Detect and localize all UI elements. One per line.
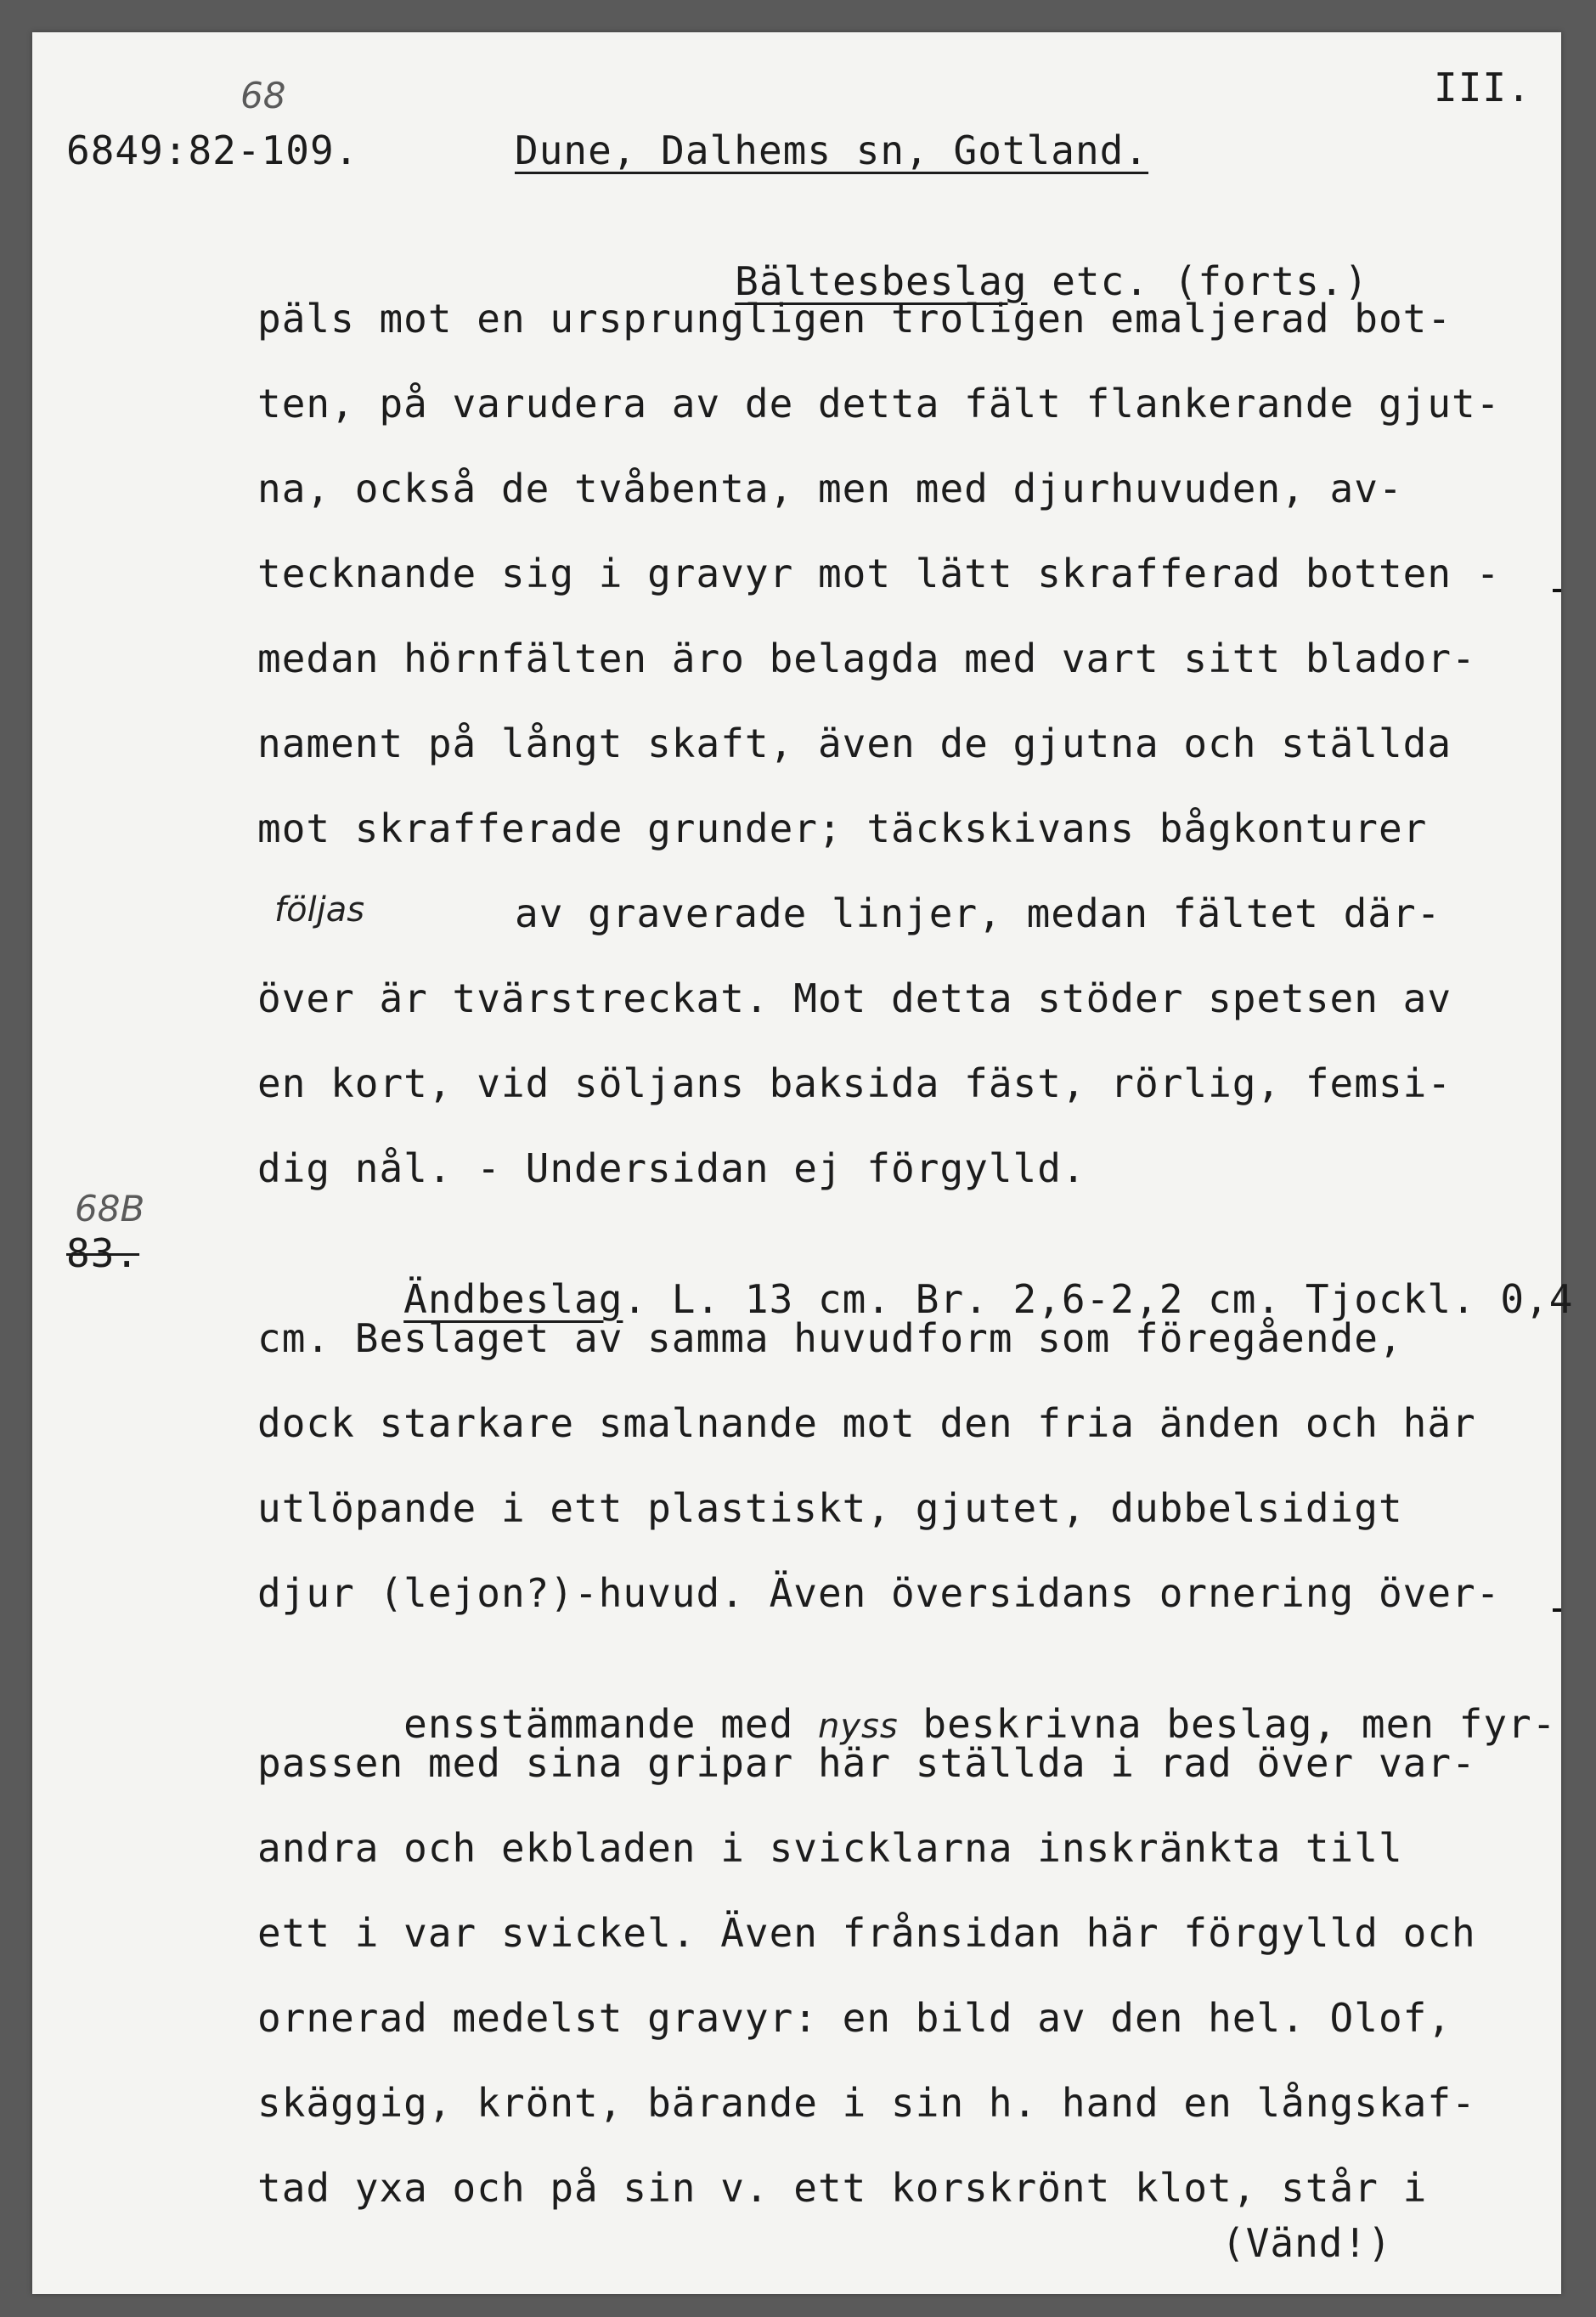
text-line: utlöpande i ett plastiskt, gjutet, dubbelsidigt xyxy=(257,1485,1403,1531)
text-line: passen med sina gripar här ställda i rad över var- xyxy=(257,1740,1476,1786)
text-line: nament på långt skaft, även de gjutna och ställda xyxy=(257,721,1452,766)
text-line: skäggig, krönt, bärande i sin h. hand en långskaf- xyxy=(257,2080,1476,2126)
text-line: dock starkare smalnande mot den fria änden och här xyxy=(257,1400,1476,1446)
text-line: ornerad medelst gravyr: en bild av den hel. Olof, xyxy=(257,1995,1452,2041)
text-line: medan hörnfälten äro belagda med vart sitt blador- xyxy=(257,636,1476,681)
margin-handwritten-number: 68B xyxy=(75,1188,145,1229)
text-line: ett i var svickel. Även frånsidan här förgylld och xyxy=(257,1910,1476,1956)
turn-over-note: (Vänd!) xyxy=(1221,2220,1392,2266)
text-line: na, också de tvåbenta, men med djurhuvuden, av- xyxy=(257,466,1403,511)
text-line: tecknande sig i gravyr mot lätt skrafferad botten - xyxy=(257,551,1501,596)
handwritten-number: 68 xyxy=(240,75,286,116)
subtitle-underlined: Bältesbeslag xyxy=(735,258,1028,304)
text-line: tad yxa och på sin v. ett korskrönt klot, står i xyxy=(257,2165,1428,2211)
margin-struck-number: 83. xyxy=(66,1230,140,1276)
item-heading: Ändbeslag xyxy=(403,1276,623,1322)
text-line: av graverade linjer, medan fältet där- xyxy=(515,890,1441,936)
text-segment: beskrivna beslag, men fyr- xyxy=(898,1701,1557,1747)
text-line: andra och ekbladen i svicklarna inskränkta till xyxy=(257,1825,1403,1871)
text-line: över är tvärstreckat. Mot detta stöder spetsen av xyxy=(257,975,1452,1021)
page-label: III. xyxy=(1434,65,1531,110)
item-measurements: . L. 13 cm. Br. 2,6-2,2 cm. Tjockl. 0,4 xyxy=(623,1276,1574,1322)
edge-mark xyxy=(1553,1608,1561,1612)
text-line: dig nål. - Undersidan ej förgylld. xyxy=(257,1145,1086,1191)
catalogue-number: 6849:82-109. xyxy=(66,127,359,173)
text-segment: ensstämmande med xyxy=(403,1701,818,1747)
site-title: Dune, Dalhems sn, Gotland. xyxy=(515,127,1149,173)
subtitle-rest: etc. (forts.) xyxy=(1027,258,1369,304)
text-line: mot skrafferade grunder; täckskivans bågkonturer xyxy=(257,805,1428,851)
text-line: en kort, vid söljans baksida fäst, rörlig, femsi- xyxy=(257,1060,1452,1106)
text-line: päls mot en ursprungligen troligen emaljerad bot- xyxy=(257,296,1452,342)
text-line: ten, på varudera av de detta fält flankerande gjut- xyxy=(257,381,1501,427)
index-card xyxy=(32,32,1574,2294)
handwritten-insert: nyss xyxy=(817,1707,899,1746)
edge-mark xyxy=(1553,589,1561,592)
text-line: djur (lejon?)-huvud. Även översidans ornering över- xyxy=(257,1570,1501,1616)
text-line: cm. Beslaget av samma huvudform som föregående, xyxy=(257,1315,1403,1361)
handwritten-insert: följas xyxy=(274,890,365,930)
